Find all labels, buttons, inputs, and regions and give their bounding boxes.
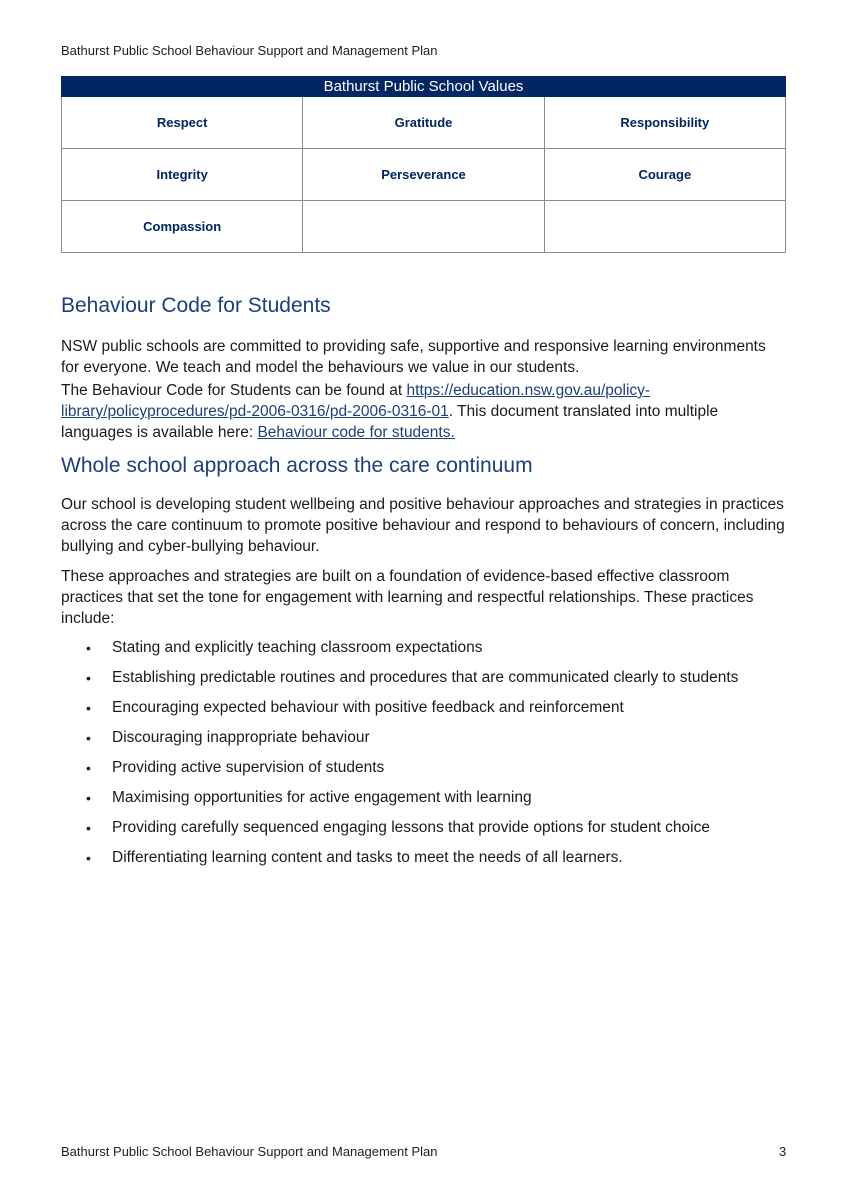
values-table [61,76,786,253]
bullet-icon: • [86,790,91,806]
behaviour-code-link-paragraph [61,380,787,443]
whole-school-paragraph: Our school is developing student wellbeing and positive behaviour approaches and strategies in practices across the care continuum to promote positive behaviour and respond to behaviours of concern, including bullying and cyber-bullying behaviour. [61,496,785,555]
table-cell: Perseverance [303,149,544,201]
table-cell: Compassion [62,201,303,253]
running-header: Bathurst Public School Behaviour Support and Management Plan [61,43,438,58]
table-cell: Responsibility [544,97,785,149]
paragraph-text: The Behaviour Code for Students can be found at [61,382,407,399]
footer-title: Bathurst Public School Behaviour Support and Management Plan [61,1144,438,1159]
values-table-title: Bathurst Public School Values [62,77,786,97]
bullet-icon: • [86,820,91,836]
bullet-icon: • [86,670,91,686]
behaviour-code-translations-link[interactable]: Behaviour code for students. [257,424,455,441]
table-cell [544,201,785,253]
bullet-icon: • [86,700,91,716]
table-cell: Respect [62,97,303,149]
behaviour-code-paragraph: NSW public schools are committed to providing safe, supportive and responsive learning environments for everyone. We teach and model the behaviours we value in our students. [61,338,766,376]
bullet-icon: • [86,730,91,746]
table-cell: Courage [544,149,785,201]
bullet-icon: • [86,760,91,776]
whole-school-practices-intro: These approaches and strategies are built on a foundation of evidence-based effective classroom practices that set the tone for engagement with learning and respectful relationships. These practices include: [61,568,754,627]
list-item: • Encouraging expected behaviour with positive feedback and reinforcement [61,697,801,727]
bullet-icon: • [86,850,91,866]
table-row [62,201,786,253]
whole-school-heading: Whole school approach across the care continuum [61,454,533,477]
page-number: 3 [779,1144,787,1159]
table-row [62,97,786,149]
list-item: • Providing active supervision of students [61,757,801,787]
list-item: • Providing carefully sequenced engaging lessons that provide options for student choice [61,817,801,847]
list-item: • Differentiating learning content and tasks to meet the needs of all learners. [61,847,801,877]
list-item: • Maximising opportunities for active engagement with learning [61,787,801,817]
list-item: • Discouraging inappropriate behaviour [61,727,801,757]
list-item: • Establishing predictable routines and procedures that are communicated clearly to students [61,667,801,697]
behaviour-code-heading: Behaviour Code for Students [61,294,331,317]
table-cell: Gratitude [303,97,544,149]
table-row [62,149,786,201]
practices-list [61,637,801,877]
bullet-icon: • [86,640,91,656]
list-item: • Stating and explicitly teaching classroom expectations [61,637,801,667]
policy-link[interactable]: https://education.nsw.gov.au/policy- library/policyprocedures/pd-2006-0316/pd-2006-0316-01 [61,382,651,420]
paragraph-text: . This document translated into multiple languages is available here: [61,403,719,441]
table-cell: Integrity [62,149,303,201]
table-cell [303,201,544,253]
